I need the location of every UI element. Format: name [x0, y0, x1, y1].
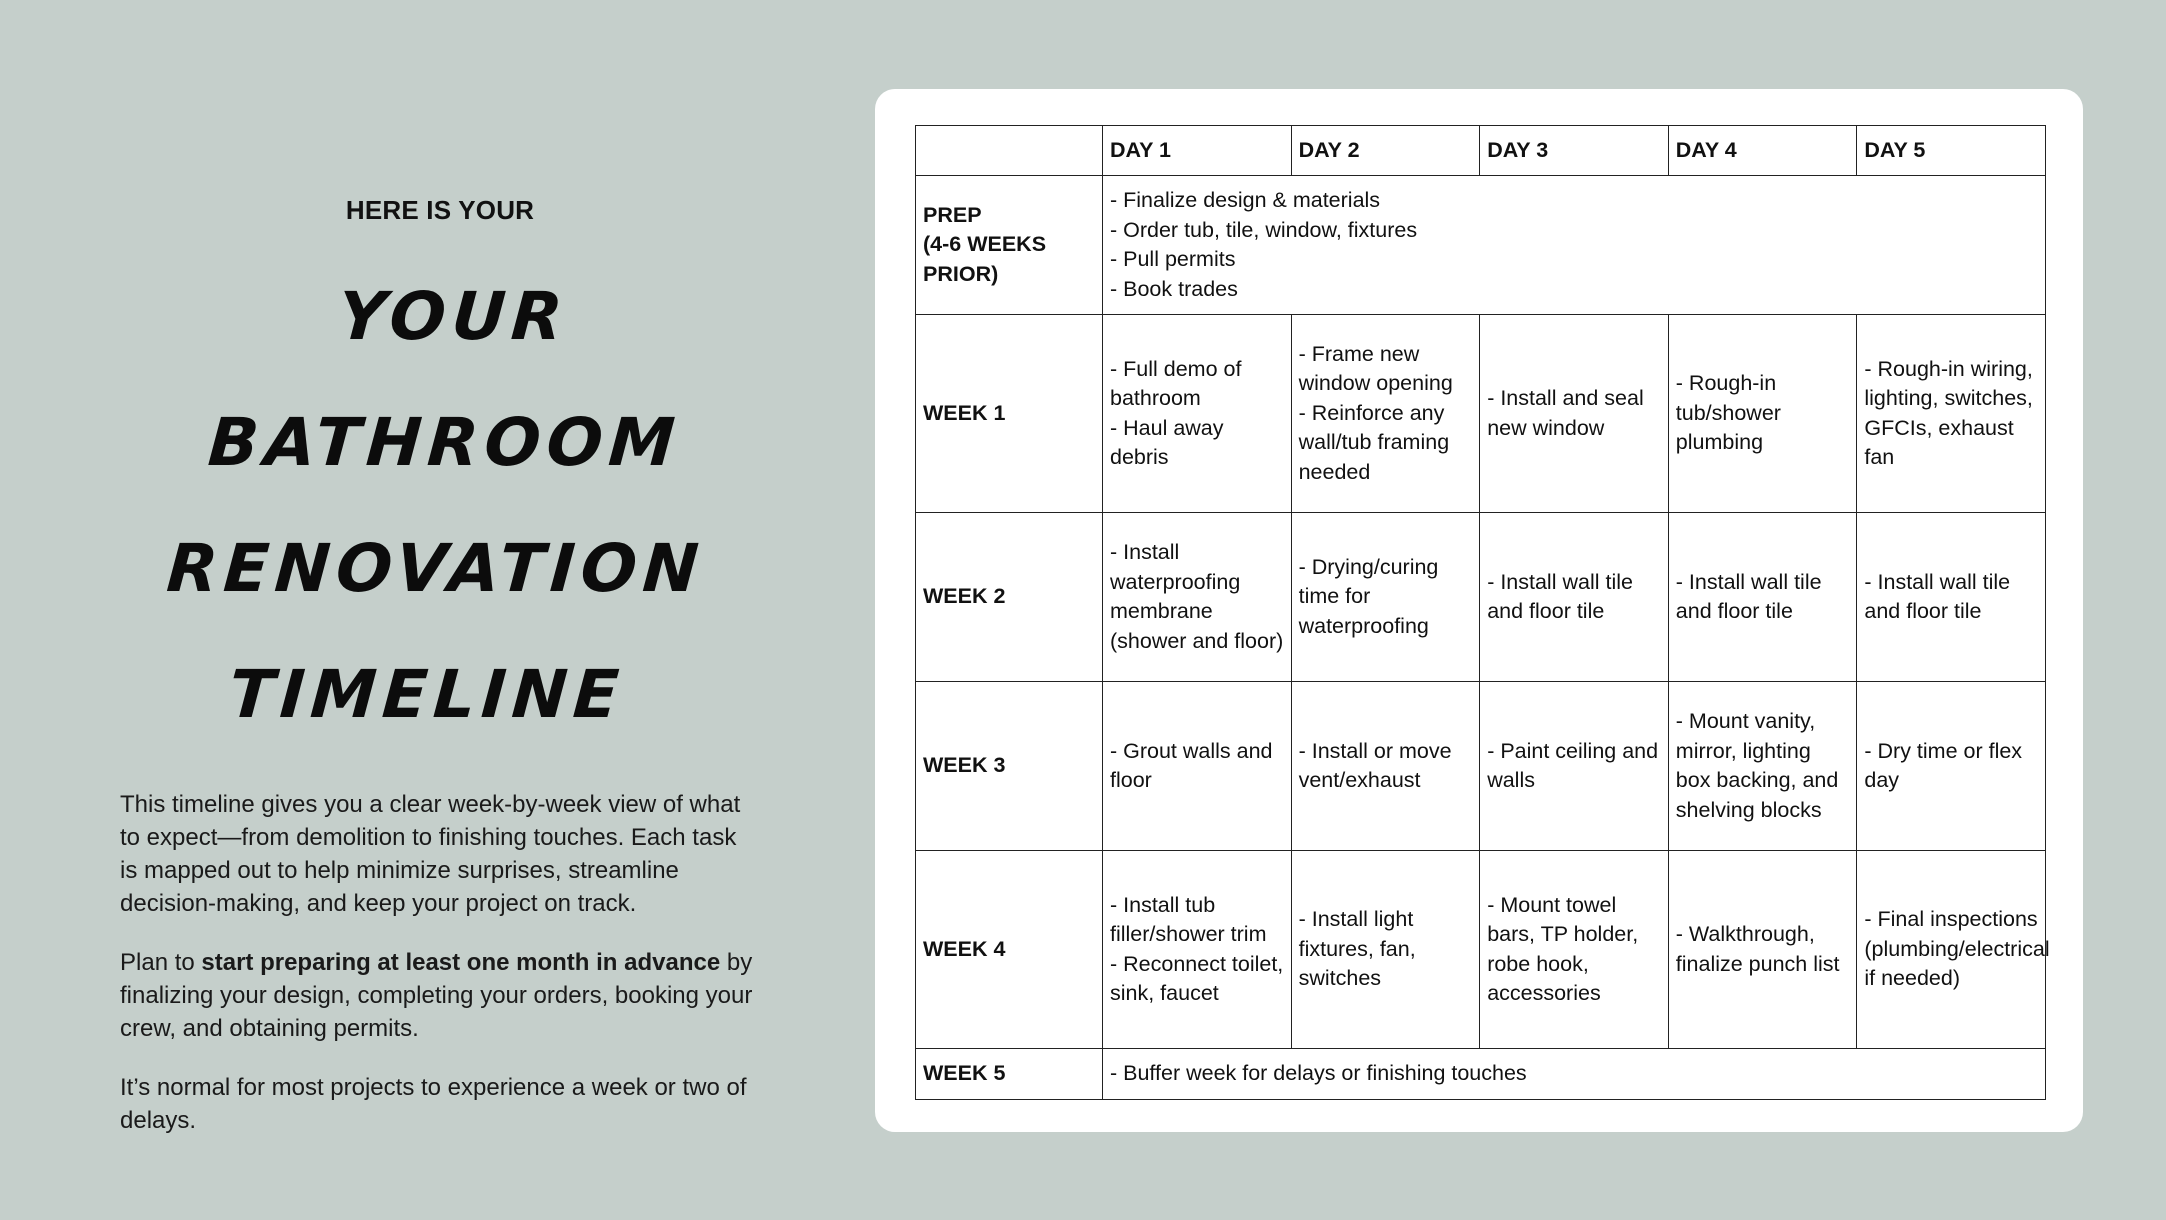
task-text: - Install and seal new window: [1487, 386, 1644, 440]
corner-header: [916, 126, 1103, 176]
task-text: - Reconnect toilet, sink, faucet: [1110, 951, 1284, 1005]
day-header: DAY 1: [1103, 126, 1292, 176]
day-task-cell: [1668, 851, 1857, 1049]
task-text: - Full demo of bathroom: [1110, 356, 1242, 410]
task-text: - Haul away debris: [1110, 415, 1224, 469]
timeline-card: [875, 89, 2083, 1132]
title-line: TIMELINE: [226, 656, 628, 733]
week-label: WEEK 5: [916, 1049, 1103, 1100]
day-task-cell: [1857, 315, 2046, 513]
page-title: [102, 254, 777, 758]
advance-paragraph: [120, 946, 760, 1045]
task-text: - Reinforce any wall/tub framing needed: [1298, 400, 1450, 484]
task-text: - Paint ceiling and walls: [1487, 738, 1659, 792]
task-text: - Install light fixtures, fan, switches: [1298, 907, 1416, 991]
advance-rest: by finalizing your design, completing your orders, booking your crew, and obtaining permits.: [120, 949, 753, 1042]
advance-lead: Plan to: [120, 949, 202, 976]
prep-task: - Pull permits: [1110, 247, 1236, 271]
task-text: - Install wall tile and floor tile: [1675, 569, 1822, 623]
task-text: - Drying/curing time for waterproofing: [1298, 554, 1439, 638]
week-label: WEEK 4: [916, 851, 1103, 1049]
task-text: - Dry time or flex day: [1864, 738, 2023, 792]
week5-task: - Buffer week for delays or finishing touches: [1103, 1049, 2046, 1100]
day-task-cell: [1857, 682, 2046, 851]
day-task-cell: [1668, 315, 1857, 513]
day-header: DAY 3: [1480, 126, 1669, 176]
day-task-cell: [1291, 513, 1480, 682]
week-label: WEEK 2: [916, 513, 1103, 682]
title-line: RENOVATION: [164, 530, 707, 607]
task-text: - Install or move vent/exhaust: [1298, 738, 1452, 792]
day-task-cell: [1291, 315, 1480, 513]
week-label: WEEK 3: [916, 682, 1103, 851]
delay-paragraph: It’s normal for most projects to experience a week or two of delays.: [120, 1074, 747, 1134]
day-header: DAY 5: [1857, 126, 2046, 176]
advance-emphasis: start preparing at least one month in advance: [201, 949, 721, 976]
intro-panel: [120, 195, 760, 1137]
week-label: WEEK 1: [916, 315, 1103, 513]
day-task-cell: [1103, 513, 1292, 682]
header-row: [916, 126, 2046, 176]
prep-task: - Finalize design & materials: [1110, 188, 1381, 212]
task-text: - Grout walls and floor: [1110, 738, 1273, 792]
day-task-cell: [1480, 851, 1669, 1049]
day-task-cell: [1668, 513, 1857, 682]
prep-task: - Book trades: [1110, 276, 1238, 301]
week-row: [916, 315, 2046, 513]
prep-label: PREP (4-6 WEEKS PRIOR): [916, 176, 1103, 315]
task-text: - Install wall tile and floor tile: [1487, 569, 1633, 623]
prep-tasks: [1103, 176, 2046, 315]
week5-row: [916, 1049, 2046, 1100]
day-task-cell: [1668, 682, 1857, 851]
task-text: - Mount towel bars, TP holder, robe hook, accessories: [1487, 892, 1639, 1005]
task-text: - Rough-in tub/shower plumbing: [1675, 371, 1781, 455]
day-task-cell: [1291, 851, 1480, 1049]
eyebrow-text: HERE IS YOUR: [345, 195, 535, 225]
week-row: [916, 851, 2046, 1049]
task-text: - Install waterproofing membrane (shower and floor): [1110, 540, 1284, 653]
day-task-cell: [1103, 315, 1292, 513]
timeline-table: [915, 125, 2050, 1100]
day-task-cell: [1857, 513, 2046, 682]
task-text: - Install tub filler/shower trim: [1110, 892, 1267, 946]
task-text: - Mount vanity, mirror, lighting box backing, and shelving blocks: [1675, 709, 1839, 822]
prep-row: [916, 176, 2046, 315]
task-text: - Walkthrough, finalize punch list: [1675, 922, 1840, 976]
day-task-cell: [1480, 513, 1669, 682]
day-task-cell: [1291, 682, 1480, 851]
task-text: - Rough-in wiring, lighting, switches, GFCIs, exhaust fan: [1864, 356, 2033, 469]
day-task-cell: [1103, 682, 1292, 851]
day-task-cell: [1480, 682, 1669, 851]
title-line: YOUR BATHROOM: [205, 278, 684, 481]
task-text: - Frame new window opening: [1298, 341, 1453, 396]
task-text: - Install wall tile and floor tile: [1864, 569, 2011, 623]
week-row: [916, 682, 2046, 851]
week-row: [916, 513, 2046, 682]
day-header: DAY 2: [1291, 126, 1480, 176]
day-header: DAY 4: [1668, 126, 1857, 176]
day-task-cell: [1103, 851, 1292, 1049]
day-task-cell: [1857, 851, 2050, 1049]
intro-paragraph: This timeline gives you a clear week-by-week view of what to expect—from demolition to finishing touches. Each task is mapped out to help minimize surprises, streamline decision-making, and keep your project on track.: [120, 791, 741, 917]
prep-task: - Order tub, tile, window, fixtures: [1110, 217, 1418, 242]
day-task-cell: [1480, 315, 1669, 513]
task-text: - Final inspections (plumbing/electrical if needed): [1864, 907, 2050, 991]
